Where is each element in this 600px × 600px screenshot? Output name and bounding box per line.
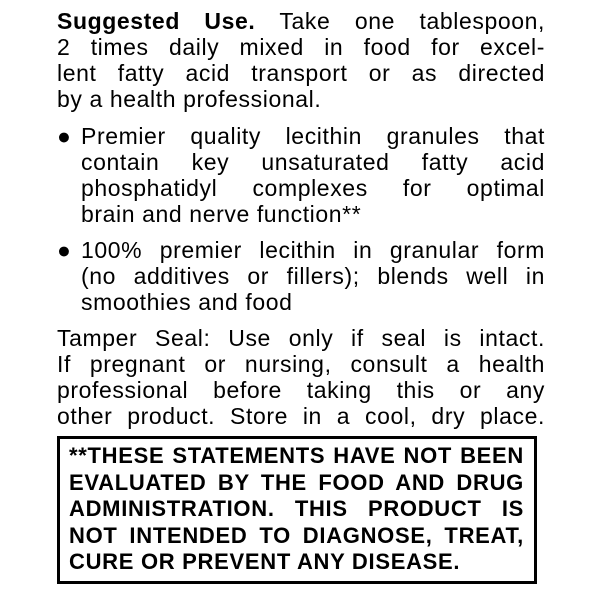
- suggested-use-line-1-text: Take one tablespoon,: [255, 8, 545, 34]
- bullet-line: brain and nerve function**: [81, 201, 362, 227]
- suggested-use-line-2: 2 times daily mixed in food for excel-: [57, 34, 545, 60]
- warning-line: professional before taking this or any: [57, 377, 545, 403]
- bullet-line: smoothies and food: [81, 289, 293, 315]
- fda-disclaimer-line: **THESE STATEMENTS HAVE NOT BEEN: [69, 443, 524, 468]
- suggested-use-line-4: by a health professional.: [57, 86, 322, 112]
- list-item: [57, 123, 545, 227]
- fda-disclaimer-line: NOT INTENDED TO DIAGNOSE, TREAT,: [69, 522, 524, 548]
- suggested-use-section: [57, 8, 545, 112]
- tamper-seal-warning: [57, 325, 545, 429]
- bullet-line: phosphatidyl complexes for optimal: [81, 175, 545, 201]
- list-item: [57, 237, 545, 315]
- fda-disclaimer-line: ADMINISTRATION. THIS PRODUCT IS: [69, 496, 524, 521]
- bullet-line: (no additives or fillers); blends well in: [81, 263, 545, 289]
- fda-disclaimer-line: CURE OR PREVENT ANY DISEASE.: [69, 549, 461, 574]
- warning-line: If pregnant or nursing, consult a health: [57, 351, 545, 377]
- fda-disclaimer-line: EVALUATED BY THE FOOD AND DRUG: [69, 469, 524, 495]
- bullet-line: Premier quality lecithin granules that: [81, 123, 545, 149]
- bullet-line: 100% premier lecithin in granular form: [81, 237, 545, 263]
- warning-line: Tamper Seal: Use only if seal is intact.: [57, 325, 545, 351]
- suggested-use-line-3: lent fatty acid transport or as directed: [57, 60, 545, 86]
- suggested-use-line-1: [57, 8, 545, 34]
- suggested-use-heading: Suggested Use.: [57, 8, 256, 34]
- fda-disclaimer-box: [57, 436, 537, 584]
- bullet-icon: ●: [57, 237, 71, 263]
- warning-line: other product. Store in a cool, dry place.: [57, 403, 545, 429]
- bullet-line: contain key unsaturated fatty acid: [81, 149, 545, 175]
- product-label: [57, 8, 545, 584]
- bullet-icon: ●: [57, 123, 71, 149]
